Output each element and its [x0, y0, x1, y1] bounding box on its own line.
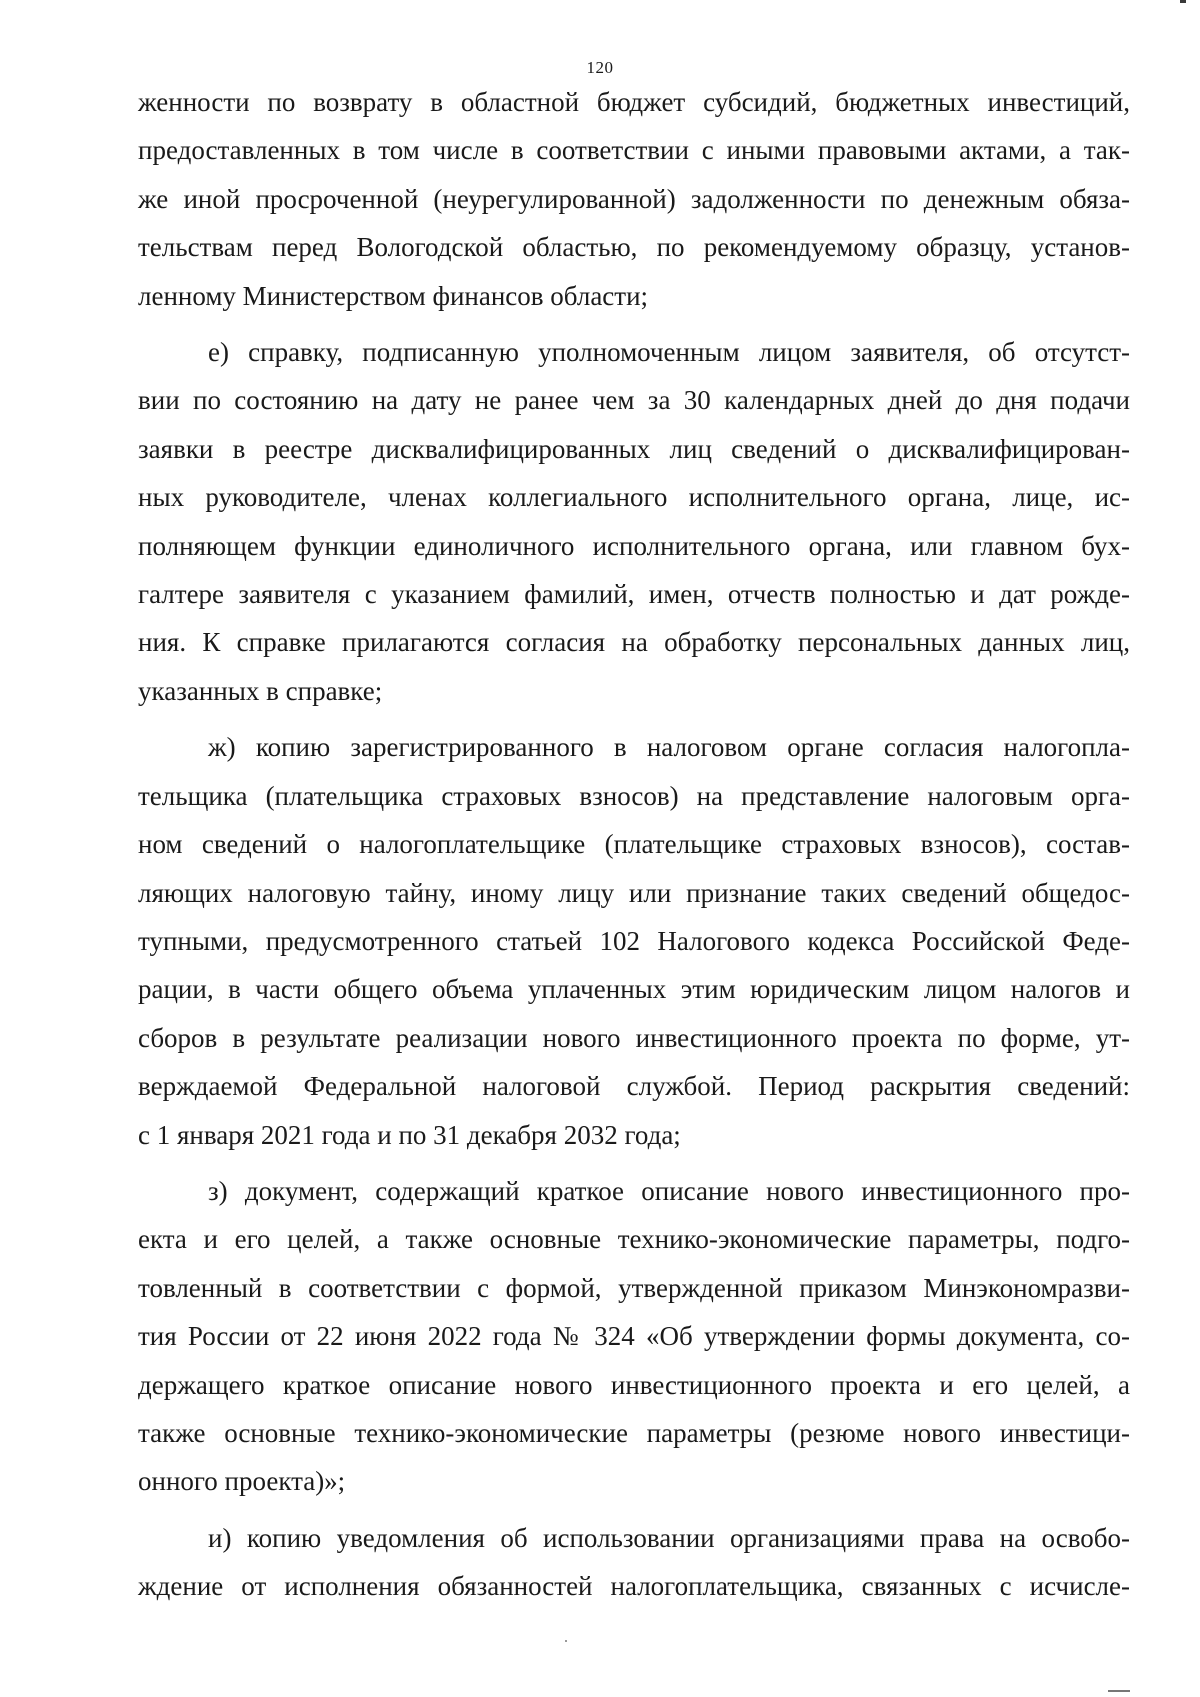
text-line: с 1 января 2021 года и по 31 декабря 2032 года; — [138, 1119, 681, 1150]
paragraph-item-e — [138, 328, 1130, 715]
text-line: вии по состоянию на дату не ранее чем за 30 календарных дней до дня подачи — [138, 385, 1130, 416]
paragraph-item-z — [138, 1167, 1130, 1506]
text-line: также основные технико-экономические параметры (резюме нового инвестици- — [138, 1417, 1130, 1448]
document-body — [138, 78, 1130, 1611]
text-line: тельствам перед Вологодской областью, по рекомендуемому образцу, установ- — [138, 232, 1130, 263]
text-line: з) документ, содержащий краткое описание нового инвестиционного про- — [208, 1175, 1130, 1206]
text-line: сборов в результате реализации нового инвестиционного проекта по форме, ут- — [138, 1022, 1130, 1053]
text-line: онного проекта)»; — [138, 1466, 346, 1497]
text-line: женности по возврату в областной бюджет субсидий, бюджетных инвестиций, — [138, 87, 1130, 117]
text-line: полняющем функции единоличного исполнительного органа, или главном бух- — [138, 530, 1130, 561]
scan-artifact — [565, 1640, 567, 1642]
paragraph-item-zh — [138, 723, 1130, 1159]
text-line: верждаемой Федеральной налоговой службой. Период раскрытия сведений: — [138, 1071, 1130, 1102]
scan-artifact — [1108, 1690, 1130, 1692]
text-line: рации, в части общего объема уплаченных этим юридическим лицом налогов и — [138, 974, 1130, 1005]
text-line: ж) копию зарегистрированного в налоговом органе согласия налогопла- — [208, 732, 1130, 763]
text-line: тупными, предусмотренного статьей 102 Налогового кодекса Российской Феде- — [138, 925, 1130, 956]
text-line: ляющих налоговую тайну, иному лицу или признание таких сведений общедос- — [138, 877, 1130, 908]
text-line: ном сведений о налогоплательщике (плательщике страховых взносов), состав- — [138, 829, 1130, 860]
text-line: же иной просроченной (неурегулированной) задолженности по денежным обяза- — [138, 183, 1130, 214]
text-line: указанных в справке; — [138, 675, 383, 706]
text-line: ждение от исполнения обязанностей налогоплательщика, связанных с исчисле- — [138, 1571, 1130, 1602]
text-line: товленный в соответствии с формой, утвержденной приказом Минэкономразви- — [138, 1272, 1130, 1303]
text-line: и) копию уведомления об использовании организациями права на освобо- — [208, 1522, 1130, 1553]
text-line: заявки в реестре дисквалифицированных лиц сведений о дисквалифицирован- — [138, 433, 1130, 464]
text-line: ния. К справке прилагаются согласия на обработку персональных данных лиц, — [138, 627, 1130, 658]
text-line: держащего краткое описание нового инвестиционного проекта и его целей, а — [138, 1369, 1130, 1400]
text-line: тельщика (плательщика страховых взносов) на представление налоговым орга- — [138, 780, 1130, 811]
scan-artifact — [1180, 0, 1186, 3]
page-number: 120 — [586, 58, 614, 77]
text-line: ленному Министерством финансов области; — [138, 280, 649, 311]
text-line: екта и его целей, а также основные технико-экономические параметры, подго- — [138, 1224, 1130, 1255]
paragraph-continuation — [138, 78, 1130, 320]
text-line: е) справку, подписанную уполномоченным лицом заявителя, об отсутст- — [208, 337, 1130, 368]
paragraph-item-i — [138, 1514, 1130, 1611]
text-line: предоставленных в том числе в соответствии с иными правовыми актами, а так- — [138, 135, 1130, 166]
text-line: тия России от 22 июня 2022 года № 324 «Об утверждении формы документа, со- — [138, 1321, 1130, 1352]
text-line: галтере заявителя с указанием фамилий, имен, отчеств полностью и дат рожде- — [138, 579, 1130, 610]
text-line: ных руководителе, членах коллегиального исполнительного органа, лице, ис- — [138, 482, 1130, 513]
